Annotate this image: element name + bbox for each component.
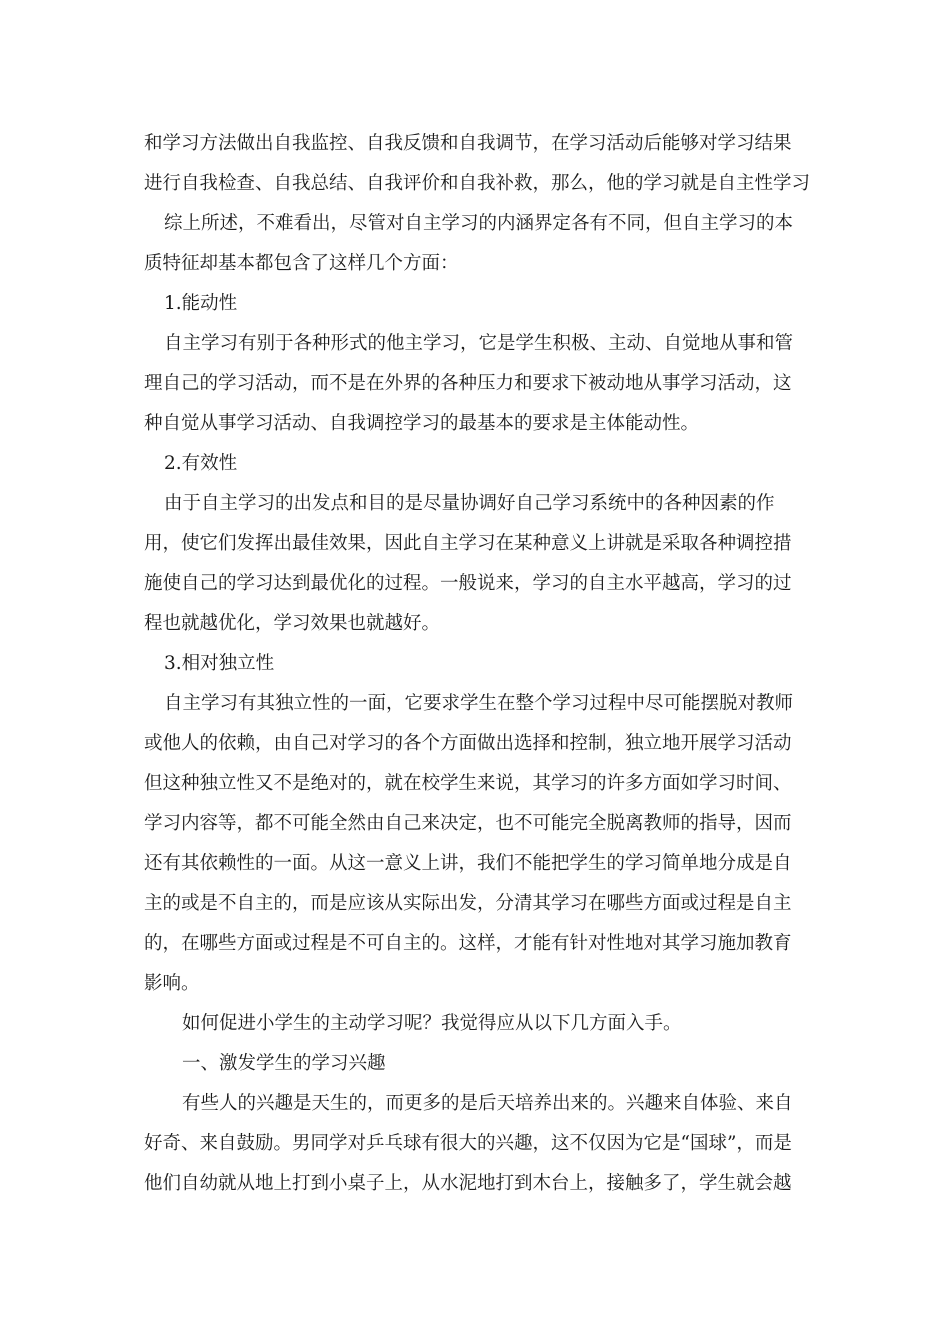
- paragraph-line: 或他人的依赖，由自己对学习的各个方面做出选择和控制，独立地开展学习活动: [144, 733, 792, 754]
- paragraph-line: 还有其依赖性的一面。从这一意义上讲，我们不能把学生的学习简单地分成是自: [144, 853, 792, 874]
- paragraph-line: 好奇、来自鼓励。男同学对乒乓球有很大的兴趣，这不仅因为它是“国球”，而是: [144, 1133, 792, 1154]
- paragraph-line: 自主学习有别于各种形式的他主学习，它是学生积极、主动、自觉地从事和管: [164, 333, 794, 354]
- paragraph-line: 和学习方法做出自我监控、自我反馈和自我调节，在学习活动后能够对学习结果: [144, 133, 792, 154]
- paragraph-line: 种自觉从事学习活动、自我调控学习的最基本的要求是主体能动性。: [144, 413, 700, 434]
- paragraph-line: 自主学习有其独立性的一面，它要求学生在整个学习过程中尽可能摆脱对教师: [164, 693, 794, 714]
- paragraph-line: 学习内容等，都不可能全然由自己来决定，也不可能完全脱离教师的指导，因而: [144, 813, 792, 834]
- paragraph-line: 由于自主学习的出发点和目的是尽量协调好自己学习系统中的各种因素的作: [164, 493, 775, 514]
- paragraph-line: 施使自己的学习达到最优化的过程。一般说来，学习的自主水平越高，学习的过: [144, 573, 792, 594]
- paragraph-line: 但这种独立性又不是绝对的，就在校学生来说，其学习的许多方面如学习时间、: [144, 773, 792, 794]
- paragraph-line: 用，使它们发挥出最佳效果，因此自主学习在某种意义上讲就是采取各种调控措: [144, 533, 792, 554]
- paragraph-line: 他们自幼就从地上打到小桌子上，从水泥地打到木台上，接触多了，学生就会越: [144, 1173, 792, 1194]
- section-heading: 3.相对独立性: [164, 653, 275, 674]
- section-heading: 一、激发学生的学习兴趣: [182, 1053, 386, 1074]
- section-heading: 1.能动性: [164, 293, 238, 314]
- paragraph-line: 质特征却基本都包含了这样几个方面：: [144, 253, 459, 274]
- paragraph-line: 有些人的兴趣是天生的，而更多的是后天培养出来的。兴趣来自体验、来自: [182, 1093, 793, 1114]
- section-heading: 2.有效性: [164, 453, 238, 474]
- paragraph-line: 综上所述，不难看出，尽管对自主学习的内涵界定各有不同，但自主学习的本: [164, 213, 794, 234]
- paragraph-line: 理自己的学习活动，而不是在外界的各种压力和要求下被动地从事学习活动，这: [144, 373, 792, 394]
- paragraph-line: 如何促进小学生的主动学习呢？我觉得应从以下几方面入手。: [182, 1013, 682, 1034]
- paragraph-line: 的，在哪些方面或过程是不可自主的。这样，才能有针对性地对其学习施加教育: [144, 933, 792, 954]
- paragraph-line: 进行自我检查、自我总结、自我评价和自我补救，那么，他的学习就是自主性学习: [144, 173, 810, 194]
- document-body: [144, 124, 810, 1204]
- paragraph-line: 程也就越优化，学习效果也就越好。: [144, 613, 441, 634]
- paragraph-line: 影响。: [144, 973, 200, 994]
- paragraph-line: 主的或是不自主的，而是应该从实际出发，分清其学习在哪些方面或过程是自主: [144, 893, 792, 914]
